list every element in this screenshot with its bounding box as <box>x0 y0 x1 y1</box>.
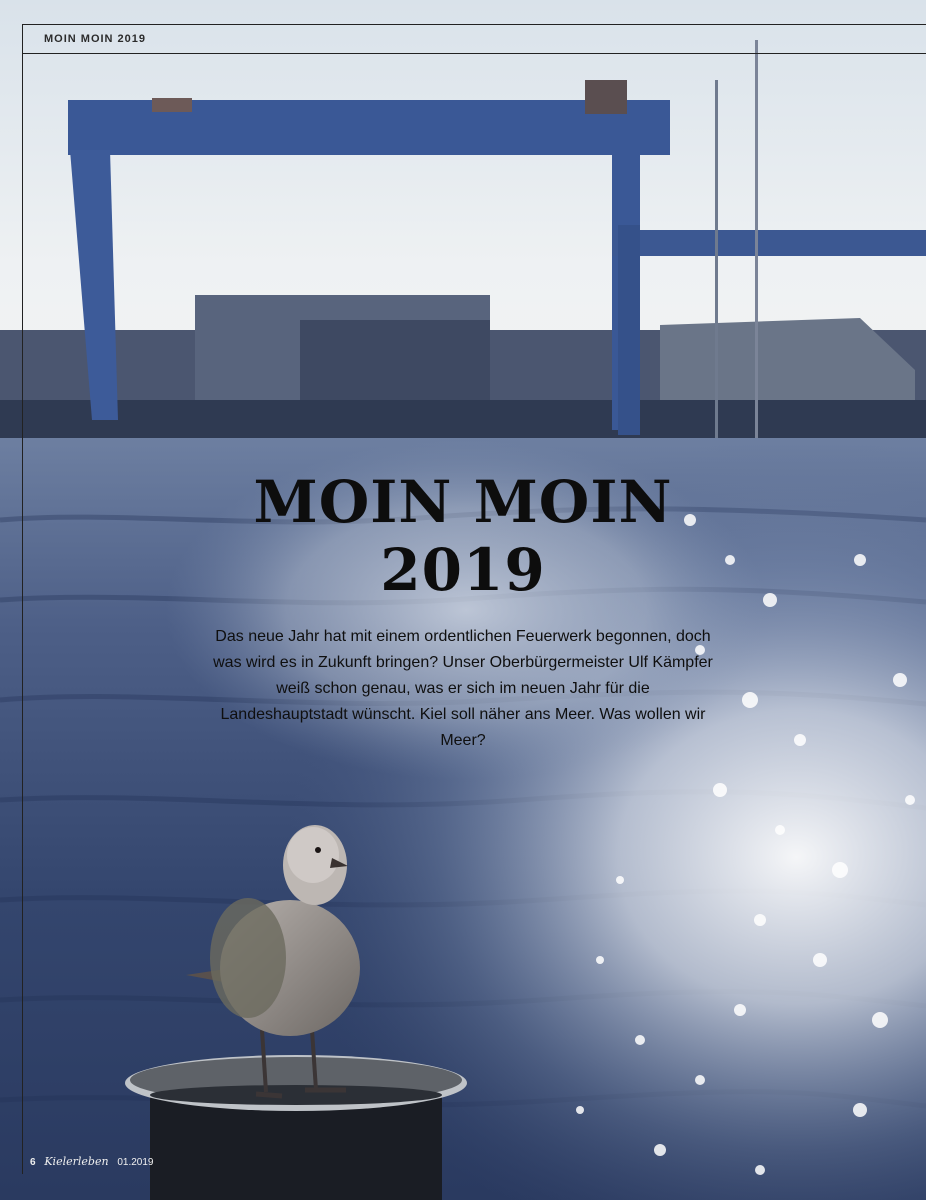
page-number: 6 <box>30 1157 36 1168</box>
page-footer <box>30 1155 159 1168</box>
issue-date: 01.2019 <box>117 1157 154 1168</box>
header-rule-top <box>22 24 926 25</box>
running-head: MOIN MOIN 2019 <box>44 33 147 45</box>
header-rule-bottom <box>22 53 926 54</box>
article-title-line1: MOIN MOIN <box>253 468 673 536</box>
brand-logo: Kielerleben <box>44 1155 109 1168</box>
article-lede: Das neue Jahr hat mit einem ordentlichen Feuerwerk begonnen, doch was wird es in Zukunft bringen? Unser Oberbürgermeister Ulf Kämpfer weiß schon genau, was er sich im neuen Jahr für die Landeshauptstadt wünscht. Kiel soll näher ans Meer. Was wollen wir Meer? <box>213 628 713 749</box>
article-title-line2: 2019 <box>380 536 546 604</box>
